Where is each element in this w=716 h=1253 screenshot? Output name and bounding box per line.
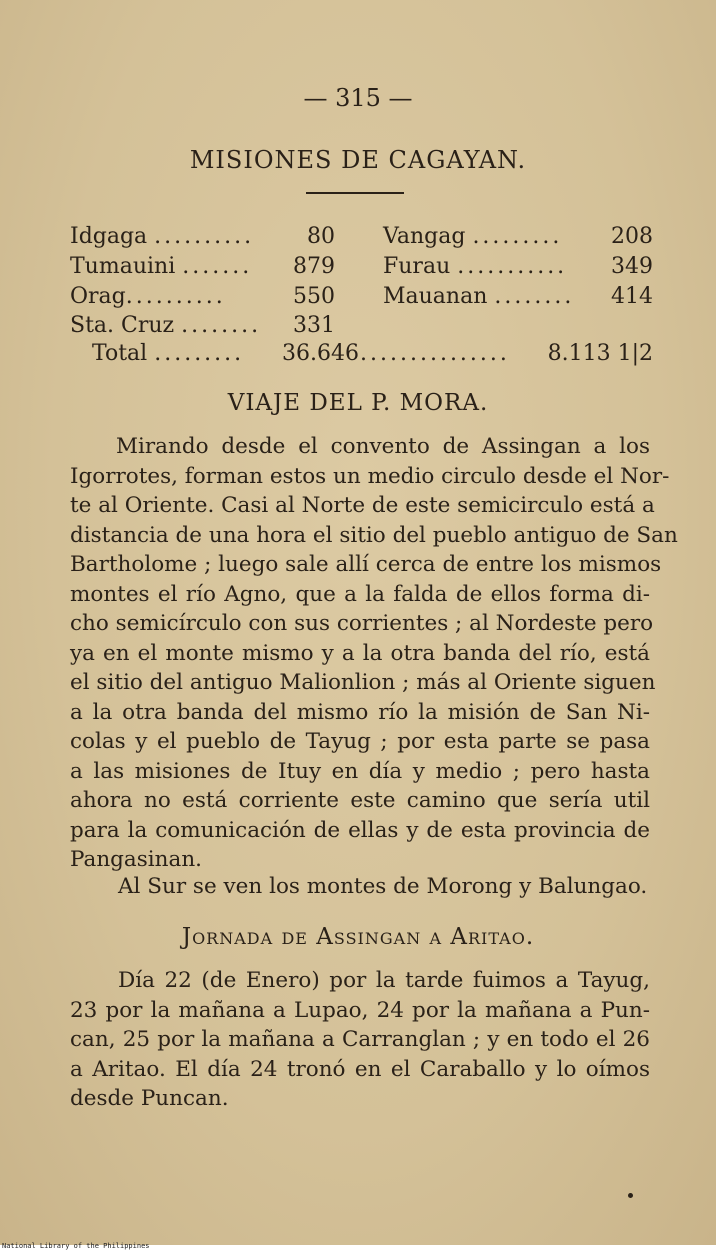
text-line: a Aritao. El día 24 tronó en el Caraballo y lo oímos: [70, 1056, 650, 1082]
text-line: el sitio del antiguo Malionlion ; más al Oriente siguen: [70, 670, 656, 695]
table-row: [383, 224, 653, 254]
text-line: 23 por la mañana a Lupao, 24 por la mañana a Pun-: [70, 997, 650, 1023]
mission-value: 550: [293, 284, 335, 309]
text-line: para la comunicación de ellas y de esta provincia de: [70, 817, 650, 843]
mission-name: Furau ...........: [383, 254, 568, 279]
mission-name: Orag..........: [70, 284, 226, 309]
text-line: ahora no está corriente este camino que sería util: [70, 788, 650, 813]
text-line: colas y el pueblo de Tayug ; por esta parte se pasa: [70, 729, 650, 754]
text-line: cho semicírculo con sus corrientes ; al Nordeste pero: [70, 611, 654, 636]
text-line: Al Sur se ven los montes de Morong y Balungao.: [118, 874, 648, 899]
mission-name: Sta. Cruz ........: [70, 313, 262, 338]
table-row: [70, 313, 335, 343]
mission-value: 208: [611, 224, 653, 249]
text-line: Igorrotes, forman estos un medio circulo desde el Nor-: [70, 463, 670, 489]
mission-value: 349: [611, 254, 653, 279]
text-line: a las misiones de Ituy en día y medio ; pero hasta: [70, 758, 650, 784]
table-row: [383, 284, 653, 314]
table-row: [70, 224, 335, 254]
paragraph: [70, 432, 678, 875]
text-line: Pangasinan.: [70, 847, 203, 872]
text-line: a la otra banda del mismo río la misión de San Ni-: [70, 699, 650, 725]
text-line: montes el río Agno, que a la falda de ellos forma di-: [70, 581, 650, 607]
text-line: desde Puncan.: [70, 1086, 229, 1111]
title-rule: [306, 192, 404, 194]
footer-credit: National Library of the Philippines: [2, 1242, 150, 1250]
mission-name: Tumauini .......: [70, 254, 253, 279]
text-line: ya en el monte mismo y a la otra banda del río, está: [70, 640, 650, 666]
paragraph: [70, 966, 650, 1114]
ink-speck: [628, 1193, 633, 1198]
total-value: 36.646: [282, 341, 359, 366]
text-line: Bartholome ; luego sale allí cerca de entre los mismos: [70, 552, 662, 577]
page-number: — 315 —: [303, 84, 413, 112]
total-value-secondary: 8.113 1|2: [547, 341, 653, 366]
mission-value: 80: [307, 224, 335, 249]
mission-name: Vangag .........: [383, 224, 563, 249]
text-line: distancia de una hora el sitio del pueblo antiguo de San: [70, 522, 678, 548]
table-row: [383, 254, 653, 284]
mission-value: 879: [293, 254, 335, 279]
total-leader: ...............: [360, 341, 510, 366]
text-line: Día 22 (de Enero) por la tarde fuimos a Tayug,: [118, 968, 650, 993]
section-heading: VIAJE DEL P. MORA.: [227, 390, 489, 416]
mission-value: 414: [611, 284, 653, 309]
mission-value: 331: [293, 313, 335, 338]
total-row: [92, 341, 653, 371]
footer-strip: [0, 1242, 716, 1253]
mission-name: Mauanan ........: [383, 284, 575, 309]
table-row: [70, 284, 335, 314]
paragraph: [70, 872, 650, 902]
text-line: te al Oriente. Casi al Norte de este semicirculo está a: [70, 493, 655, 518]
text-line: can, 25 por la mañana a Carranglan ; y en todo el 26: [70, 1027, 650, 1052]
table-row: [70, 254, 335, 284]
page-title: MISIONES DE CAGAYAN.: [189, 146, 527, 174]
mission-name: Idgaga ..........: [70, 224, 255, 249]
section-heading: Jornada de Assingan a Aritao.: [181, 924, 535, 950]
text-line: Mirando desde el convento de Assingan a los: [116, 434, 650, 459]
total-label: Total .........: [92, 341, 245, 366]
